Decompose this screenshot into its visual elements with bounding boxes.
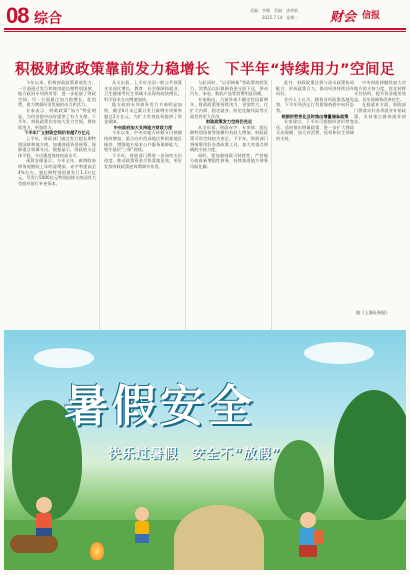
page-header xyxy=(0,0,410,34)
newspaper-logo-sub: 信报 xyxy=(362,11,381,21)
issue-date: 2025.7.14 星期一 xyxy=(262,15,299,20)
subheading: 下半年广义财政空间仍有超7万亿元 xyxy=(24,130,90,136)
subheading: 财政政策发力空间仍充足 xyxy=(205,119,253,125)
column-divider xyxy=(271,80,272,330)
section-title: 综合 xyxy=(34,11,62,27)
paragraph: 今年以来，积极财政政策靠前发力，一方面通过发行和使用超长期特别国债、地方政府专项债券等，进一步拓展了财政空间；另一方面通过加力稳增长、促消费，着力增强经济发展的动力和活力。 xyxy=(18,80,96,108)
paragraph: 专家表示，财政政策“加力”特征明显，为经济稳中向好提供了有力支撑。下半年，财政政策仍有较大发力空间，将持续用力，更加给力。 xyxy=(18,107,96,130)
article-source: 据《上海证券报》 xyxy=(356,310,390,315)
paragraph: 在稳就业方面，财政部门将落实好各项就业补贴政策，支持重点群体就业创业。 xyxy=(354,102,406,125)
child-sitting-icon xyxy=(24,495,64,540)
paragraph: 此外，财政政策还将与货币政策协同配合，形成政策合力，推动经济持续回升向好。 xyxy=(276,80,354,97)
cloud-icon xyxy=(304,342,374,364)
paragraph: 地方政府专项债券发行节奏明显加快，截至6月末已累计发行新增专项债券超过2万亿元，为扩大有效投资提供了资金保障。 xyxy=(104,102,182,125)
page-number: 08 xyxy=(6,3,29,28)
paragraph: 中央财政将继续加大对地方的支持力度，优化转移支付结构，提升资金使用效益，切实保障和改善民生。 xyxy=(354,80,406,102)
article-headline: 积极财政政策靠前发力稳增长 下半年“持续用力”空间足 xyxy=(14,62,396,78)
editors-line: 责编：李娜 美编：唐邦新 xyxy=(250,8,298,13)
article-column-1 xyxy=(18,80,96,270)
tree-icon xyxy=(334,390,406,520)
header-rule xyxy=(4,28,406,30)
paragraph: 业内人士认为，随着各项政策落地见效，下半年经济运行有望保持稳中向好态势。 xyxy=(276,96,354,113)
summer-safety-poster xyxy=(4,330,406,570)
article-column-5 xyxy=(354,80,406,325)
child-with-backpack-icon xyxy=(284,510,332,560)
header-rule-thin xyxy=(4,31,406,32)
subheading: 中央政府加大支持地方财政力度 xyxy=(113,124,173,130)
paragraph: 专家指出，当前外部不确定性因素增多，财政政策要持续用力、更加给力，在扩大内需、稳定就业、防范化解风险等方面发挥更大作用。 xyxy=(190,96,268,119)
article-column-4 xyxy=(276,80,354,325)
article-column-2 xyxy=(104,80,182,270)
paragraph: 下半年，财政部门将进一步加快支出进度，推动政策资金尽快落地见效，更好发挥财政政策逆周期调节作用。 xyxy=(104,152,182,169)
paragraph: 今年以来，中央对地方转移支付规模持续增加，重点向中西部地区和困难地区倾斜，增强地方基本公共服务保障能力，兜牢基层“三保”底线。 xyxy=(104,130,182,153)
column-divider xyxy=(99,80,100,330)
article-column-3 xyxy=(190,80,268,325)
paragraph: 上半年，财政部门通过发行超长期特别国债和地方债，加强财政资金统筹，保障重点领域支出。数据显示，财政收支总体平稳，支出强度保持较高水平。 xyxy=(18,135,96,158)
subheading: 根据形势变化及时推出增量储备政策 xyxy=(281,113,349,119)
paragraph: 与此同时，“以旧换新”等政策持续发力，消费品以旧换新资金分批下达，带动汽车、家电、数码产品等消费明显回暖。 xyxy=(190,80,268,97)
paragraph: 专家建议，下半年可根据经济形势变化，适时推出增量政策，进一步扩大财政支出规模，加大对消费、投资和民生领域的支持。 xyxy=(276,119,354,141)
dirt-path xyxy=(174,505,264,570)
newspaper-logo: 财会 xyxy=(330,10,357,25)
campfire-icon xyxy=(90,542,104,560)
poster-slogan: 快乐过暑假 安全不“放假” xyxy=(108,447,282,462)
poster-title: 暑假安全 xyxy=(64,381,256,432)
tree-icon xyxy=(274,440,324,520)
child-icon xyxy=(124,505,160,545)
paragraph: 从支出看，上半年全国一般公共预算支出同比增长，教育、社会保障和就业、卫生健康等民生领域支出保持较快增长，科学技术支出增速加快。 xyxy=(104,80,182,102)
cloud-icon xyxy=(34,348,94,368)
column-divider xyxy=(185,80,186,330)
paragraph: 同时，要加强财政可持续性，严控地方政府新增隐性债务，持续推进地方债务风险化解。 xyxy=(190,152,268,169)
paragraph: 从全年看，财政赤字、专项债、超长期特别国债等规模均有较大增加，财政政策可用空间较为充足。下半年，财政部门将统筹用好各类政策工具，加大对重点领域的支持力度。 xyxy=(190,124,268,153)
paragraph: 预算安排显示，今年全年，新增政府债务规模较上年明显增加，赤字率提高至4%左右，超长期特别国债发行1.3万亿元，另发行5000亿元特别国债支持国有大型商业银行补充资本。 xyxy=(18,158,96,186)
